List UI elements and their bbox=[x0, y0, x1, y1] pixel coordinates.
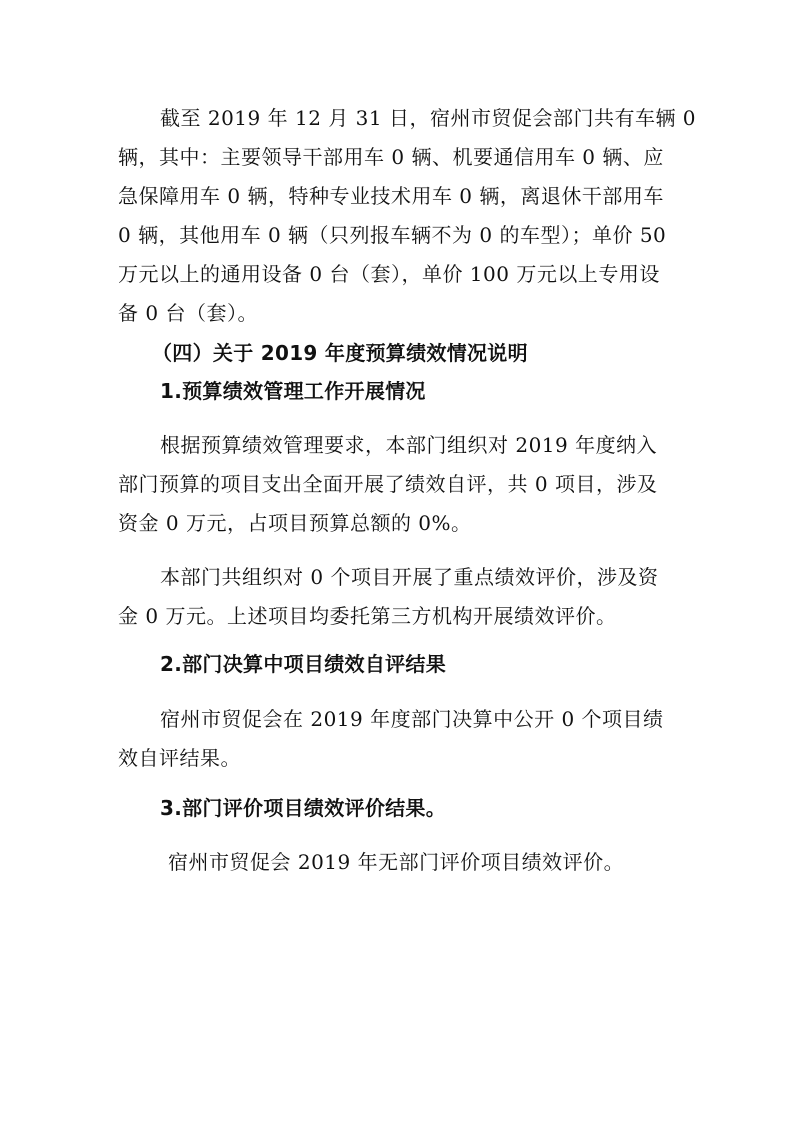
subsection-1-para-1-line-2: 部门预算的项目支出全面开展了绩效自评，共 0 项目，涉及 bbox=[118, 472, 658, 496]
vehicle-paragraph-line-5: 万元以上的通用设备 0 台（套），单价 100 万元以上专用设 bbox=[118, 262, 660, 286]
subsection-1-para-2-line-2: 金 0 万元。上述项目均委托第三方机构开展绩效评价。 bbox=[118, 604, 617, 628]
subsection-1-para-1-line-3: 资金 0 万元，占项目预算总额的 0%。 bbox=[118, 511, 472, 535]
subsection-1-para-2-line-1: 本部门共组织对 0 个项目开展了重点绩效评价，涉及资 bbox=[160, 565, 659, 589]
subsection-1-para-1-line-1: 根据预算绩效管理要求，本部门组织对 2019 年度纳入 bbox=[160, 433, 658, 457]
section-four-heading: （四）关于 2019 年度预算绩效情况说明 bbox=[152, 341, 528, 365]
subsection-2-para-line-1: 宿州市贸促会在 2019 年度部门决算中公开 0 个项目绩 bbox=[160, 707, 664, 731]
subsection-2-para-line-2: 效自评结果。 bbox=[118, 746, 241, 770]
subsection-2-heading: 2.部门决算中项目绩效自评结果 bbox=[160, 652, 447, 676]
vehicle-paragraph-line-2: 辆，其中：主要领导干部用车 0 辆、机要通信用车 0 辆、应 bbox=[118, 145, 664, 169]
subsection-1-heading: 1.预算绩效管理工作开展情况 bbox=[160, 379, 426, 403]
subsection-3-para-line-1: 宿州市贸促会 2019 年无部门评价项目绩效评价。 bbox=[168, 850, 625, 874]
vehicle-paragraph-line-3: 急保障用车 0 辆，特种专业技术用车 0 辆，离退休干部用车 bbox=[118, 184, 664, 208]
vehicle-paragraph-line-1: 截至 2019 年 12 月 31 日，宿州市贸促会部门共有车辆 0 bbox=[160, 106, 697, 130]
vehicle-paragraph-line-4: 0 辆，其他用车 0 辆（只列报车辆不为 0 的车型）；单价 50 bbox=[118, 223, 667, 247]
vehicle-paragraph-line-6: 备 0 台（套）。 bbox=[118, 301, 258, 325]
subsection-3-heading: 3.部门评价项目绩效评价结果。 bbox=[160, 796, 447, 820]
